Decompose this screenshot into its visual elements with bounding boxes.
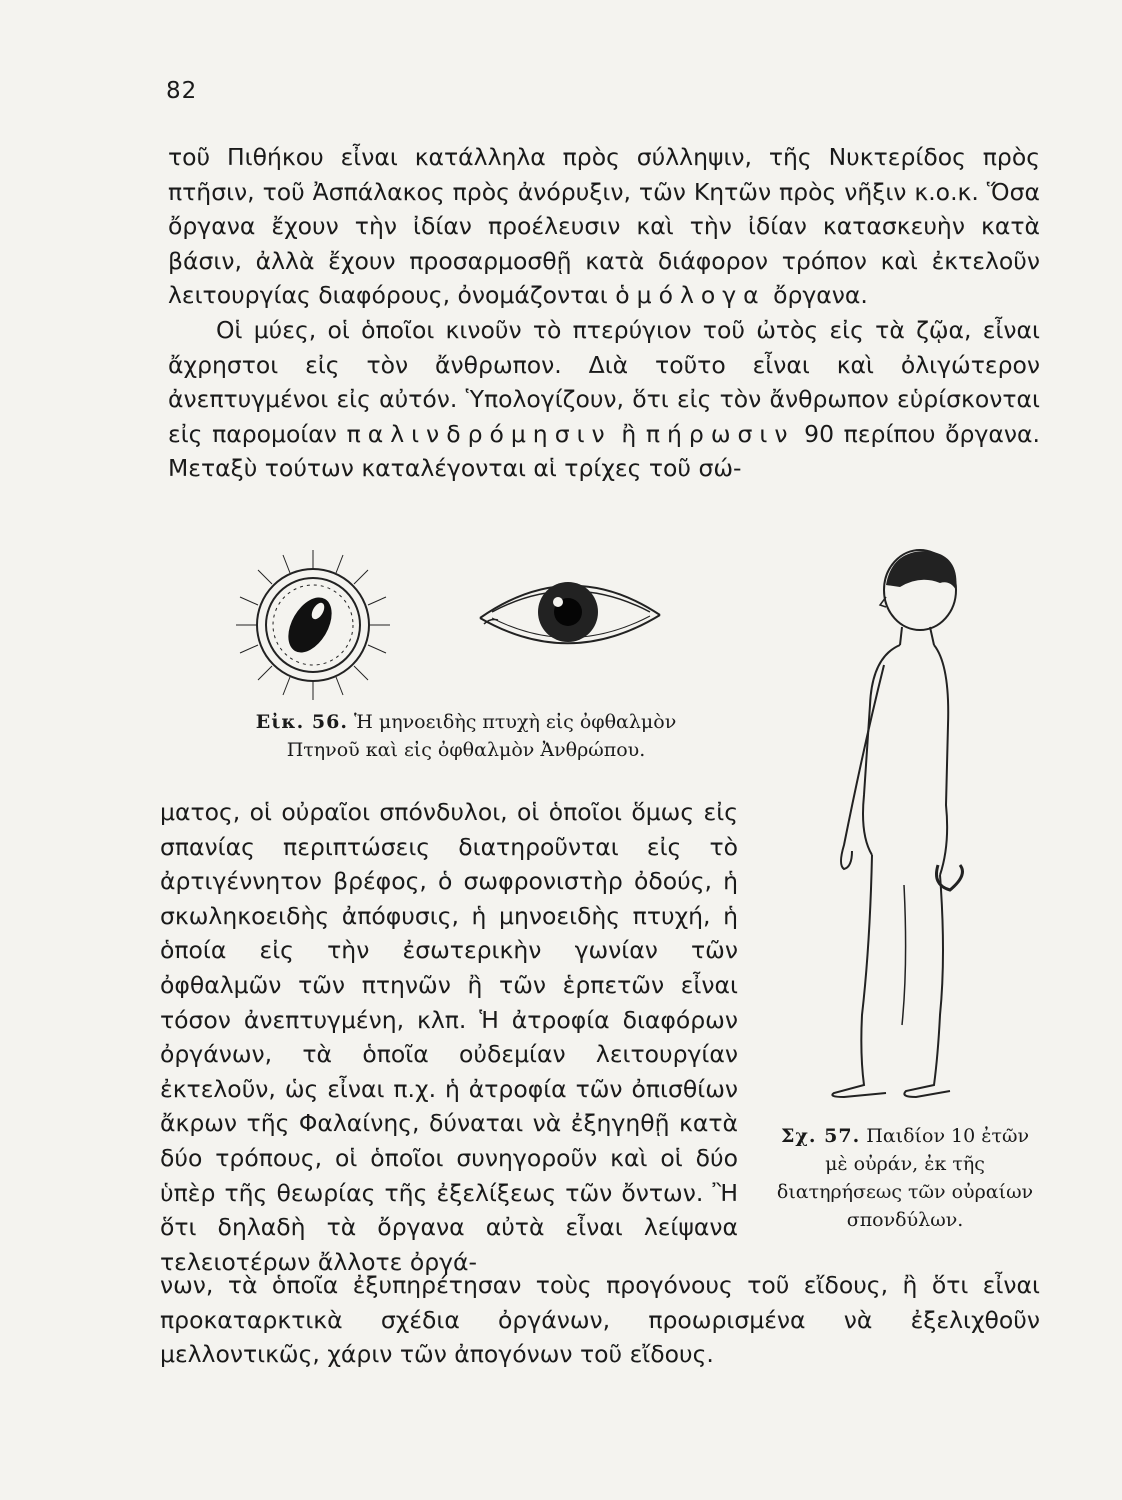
paragraph-2-text: Οἱ μύες, οἱ ὁποῖοι κινοῦν τὸ πτερύγιον τοῦ ὠτὸς εἰς τὰ ζῷα, εἶναι ἄχρηστοι εἰς τὸν ἄνθρωπον. Διὰ τοῦτο εἶναι καὶ ὀλιγώτερον ἀνεπτυγμένοι εἰς αὐτόν. Ὑπολογίζουν, ὅτι εἰς τὸν ἄνθρωπον εὑρίσκονται εἰς παρομοίαν <box>168 315 1040 448</box>
paragraph-2-end: 90 περίπου ὄργανα. Μεταξὺ τούτων καταλέγονται αἱ τρίχες τοῦ σώ- <box>168 419 1040 483</box>
bottom-paragraph: νων, τὰ ὁποῖα ἐξυπηρέτησαν τοὺς προγόνους τοῦ εἴδους, ἢ ὅτι εἶναι προκαταρκτικὰ σχέδια ὀργάνων, προωρισμένα νὰ ἐξελιχθοῦν μελλοντικῶς, χάριν τῶν ἀπογόνων τοῦ εἴδους. <box>160 1271 1040 1369</box>
term-atrophy: πήρωσιν <box>645 419 795 448</box>
page-number: 82 <box>166 78 198 104</box>
figure-57-caption-text: Παιδίον 10 ἐτῶν μὲ οὐράν, ἐκ τῆς διατηρήσεως τῶν οὐραίων σπονδύλων. <box>776 1125 1034 1231</box>
figure-56-label: Εἰκ. 56. <box>255 711 348 733</box>
side-paragraph: ματος, οἱ οὐραῖοι σπόνδυλοι, οἱ ὁποῖοι ὅμως εἰς σπανίας περιπτώσεις διατηροῦνται εἰς τὸ ἀρτιγέννητον βρέφος, ὁ σωφρονιστὴρ ὀδούς, ἡ σκωληκοειδὴς ἀπόφυσις, ἡ μηνοειδὴς πτυχή, ἡ ὁποία εἰς τὴν ἐσωτερικὴν γωνίαν τῶν ὀφθαλμῶν τῶν πτηνῶν ἢ τῶν ἑρπετῶν εἶναι τόσον ἀνεπτυγμένη, κλπ. Ἡ ἀτροφία διαφόρων ὀργάνων, τὰ ὁποῖα οὐδεμίαν λειτουργίαν ἐκτελοῦν, ὡς εἶναι π.χ. ἡ ἀτροφία τῶν ὀπισθίων ἄκρων τῆς Φαλαίνης, δύναται νὰ ἐξηγηθῇ κατὰ δύο τρόπους, οἱ ὁποῖοι συνηγοροῦν καὶ οἱ δύο ὑπὲρ τῆς θεωρίας τῆς ἐξελίξεως τῶν ὄντων. Ἢ ὅτι δηλαδὴ τὰ ὄργανα αὐτὰ εἶναι λείψανα τελειοτέρων ἄλλοτε ὀργά- <box>160 798 738 1276</box>
term-homologous: ὁμόλογα <box>615 281 766 310</box>
figure-56-caption <box>196 708 736 764</box>
paragraph-1-text: τοῦ Πιθήκου εἶναι κατάλληλα πρὸς σύλληψιν, τῆς Νυκτερίδος πρὸς πτῆσιν, τοῦ Ἀσπάλακος πρὸς ἀνόρυξιν, τῶν Κητῶν πρὸς νῆξιν κ.ο.κ. Ὅσα ὄργανα ἔχουν τὴν ἰδίαν προέλευσιν καὶ τὴν ἰδίαν κατασκευὴν κατὰ βάσιν, ἀλλὰ ἔχουν προσαρμοσθῇ κατὰ διάφορον τρόπον καὶ ἐκτελοῦν λειτουργίας διαφόρους, ὀνομάζονται <box>168 143 1040 310</box>
word-or: ἢ <box>621 419 637 448</box>
top-paragraphs <box>168 140 1040 486</box>
figure-57-caption <box>770 1122 1040 1234</box>
paragraph-1-end: ὄργανα. <box>773 281 868 310</box>
child-with-tail-illustration <box>800 545 980 1105</box>
figure-56-caption-line2: Πτηνοῦ καὶ εἰς ὀφθαλμὸν Ἀνθρώπου. <box>286 739 646 761</box>
bird-eye-illustration <box>228 545 398 705</box>
figure-56-caption-line1: Ἡ μηνοειδὴς πτυχὴ εἰς ὀφθαλμὸν <box>353 711 677 733</box>
human-eye-illustration <box>470 560 670 660</box>
term-regression: παλινδρόμησιν <box>346 419 612 448</box>
figure-57-label: Σχ. 57. <box>781 1125 861 1147</box>
